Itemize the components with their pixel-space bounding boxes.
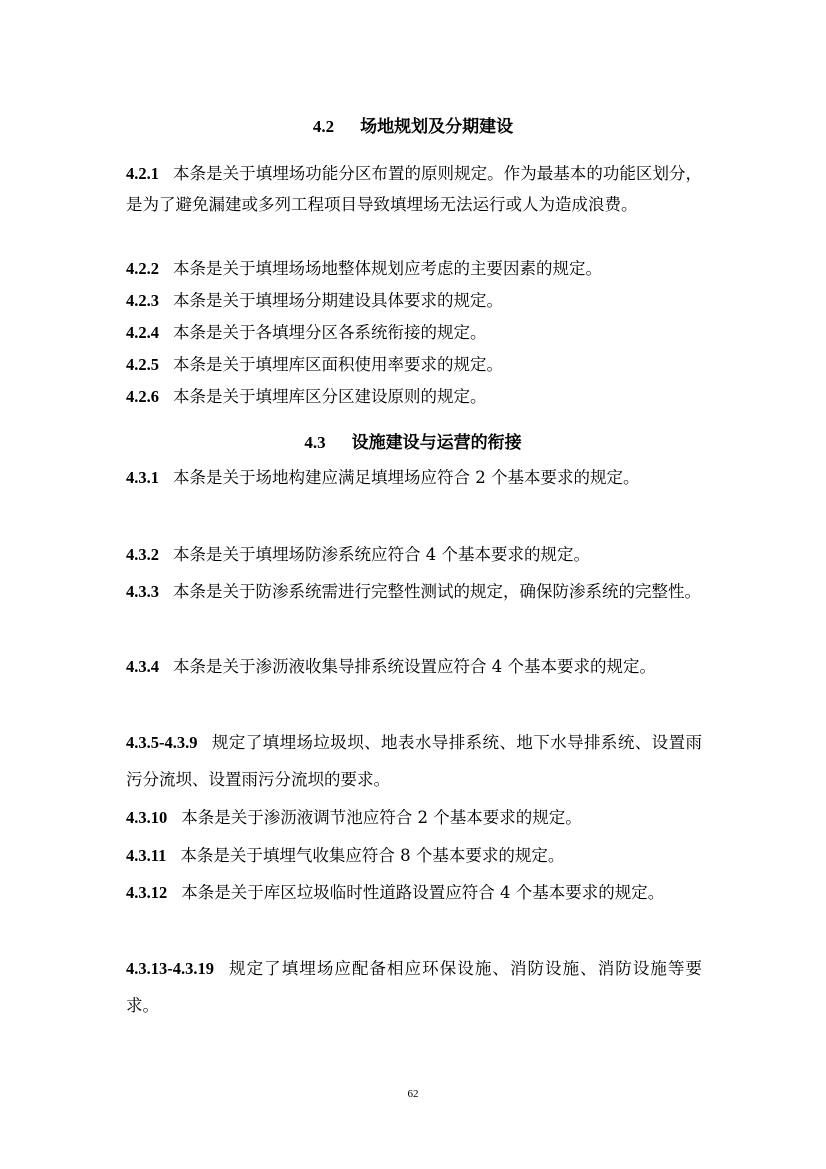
clause-number: 4.2.2 (126, 259, 159, 278)
clause-4-2-4 (126, 317, 702, 348)
clause-4-2-2 (126, 253, 702, 284)
clause-text: 本条是关于填埋场分期建设具体要求的规定。 (173, 291, 503, 310)
clause-number: 4.3.12 (126, 883, 168, 902)
clause-number: 4.2.5 (126, 355, 159, 374)
clause-text: 规定了填埋场垃圾坝、地表水导排系统、地下水导排系统、设置雨污分流坝、设置雨污分流坝的要求。 (126, 733, 702, 789)
section-heading-4-3 (0, 428, 826, 453)
clause-4-3-11 (126, 837, 702, 874)
page-number: 62 (407, 1088, 419, 1100)
clause-text: 本条是关于填埋气收集应符合 8 个基本要求的规定。 (180, 846, 565, 865)
section-title: 设施建设与运营的衔接 (351, 433, 522, 453)
clause-number: 4.3.11 (126, 846, 167, 865)
clause-number: 4.3.4 (126, 657, 159, 676)
clause-4-3-4 (126, 648, 702, 685)
clause-number: 4.2.3 (126, 291, 159, 310)
clause-4-3-10 (126, 799, 702, 836)
clause-text: 本条是关于渗沥液调节池应符合 2 个基本要求的规定。 (181, 808, 582, 827)
clause-4-3-5-to-4-3-9 (126, 724, 702, 798)
section-title: 场地规划及分期建设 (360, 117, 514, 137)
clause-number: 4.3.1 (126, 468, 159, 487)
clause-text: 本条是关于库区垃圾临时性道路设置应符合 4 个基本要求的规定。 (181, 883, 665, 902)
clause-number: 4.2.6 (126, 387, 159, 406)
clause-number: 4.3.10 (126, 808, 168, 827)
clause-text: 本条是关于填埋场防渗系统应符合 4 个基本要求的规定。 (173, 545, 590, 564)
clause-text: 本条是关于填埋场场地整体规划应考虑的主要因素的规定。 (173, 259, 602, 278)
clause-text: 本条是关于填埋场功能分区布置的原则规定。作为最基本的功能区划分，是为了避免漏建或多列工程项目导致填埋场无法运行或人为造成浪费。 (126, 164, 702, 214)
clause-4-3-3 (126, 573, 702, 610)
clause-text: 本条是关于场地构建应满足填埋场应符合 2 个基本要求的规定。 (173, 468, 640, 487)
clause-4-3-1 (126, 459, 702, 496)
clause-4-2-5 (126, 349, 702, 380)
clause-4-2-1 (126, 158, 702, 220)
section-number: 4.3 (304, 433, 326, 452)
clause-4-2-6 (126, 381, 702, 412)
clause-number: 4.2.1 (126, 164, 159, 183)
section-number: 4.2 (312, 117, 335, 136)
clause-text: 本条是关于各填埋分区各系统衔接的规定。 (173, 323, 487, 342)
clause-text: 本条是关于填埋库区面积使用率要求的规定。 (173, 355, 503, 374)
clause-number: 4.3.3 (126, 582, 159, 601)
clause-number: 4.3.5-4.3.9 (126, 733, 198, 752)
clause-number: 4.3.2 (126, 545, 159, 564)
clause-text: 本条是关于渗沥液收集导排系统设置应符合 4 个基本要求的规定。 (173, 657, 656, 676)
clause-text: 规定了填埋场应配备相应环保设施、消防设施、消防设施等要求。 (126, 959, 702, 1015)
section-heading-4-2 (0, 112, 826, 137)
clause-4-3-12 (126, 874, 702, 911)
clause-text: 本条是关于防渗系统需进行完整性测试的规定，确保防渗系统的完整性。 (173, 582, 701, 601)
clause-4-3-13-to-4-3-19 (126, 950, 702, 1024)
clause-number: 4.2.4 (126, 323, 159, 342)
clause-4-3-2 (126, 536, 702, 573)
clause-number: 4.3.13-4.3.19 (126, 959, 214, 978)
clause-4-2-3 (126, 285, 702, 316)
clause-text: 本条是关于填埋库区分区建设原则的规定。 (173, 387, 487, 406)
